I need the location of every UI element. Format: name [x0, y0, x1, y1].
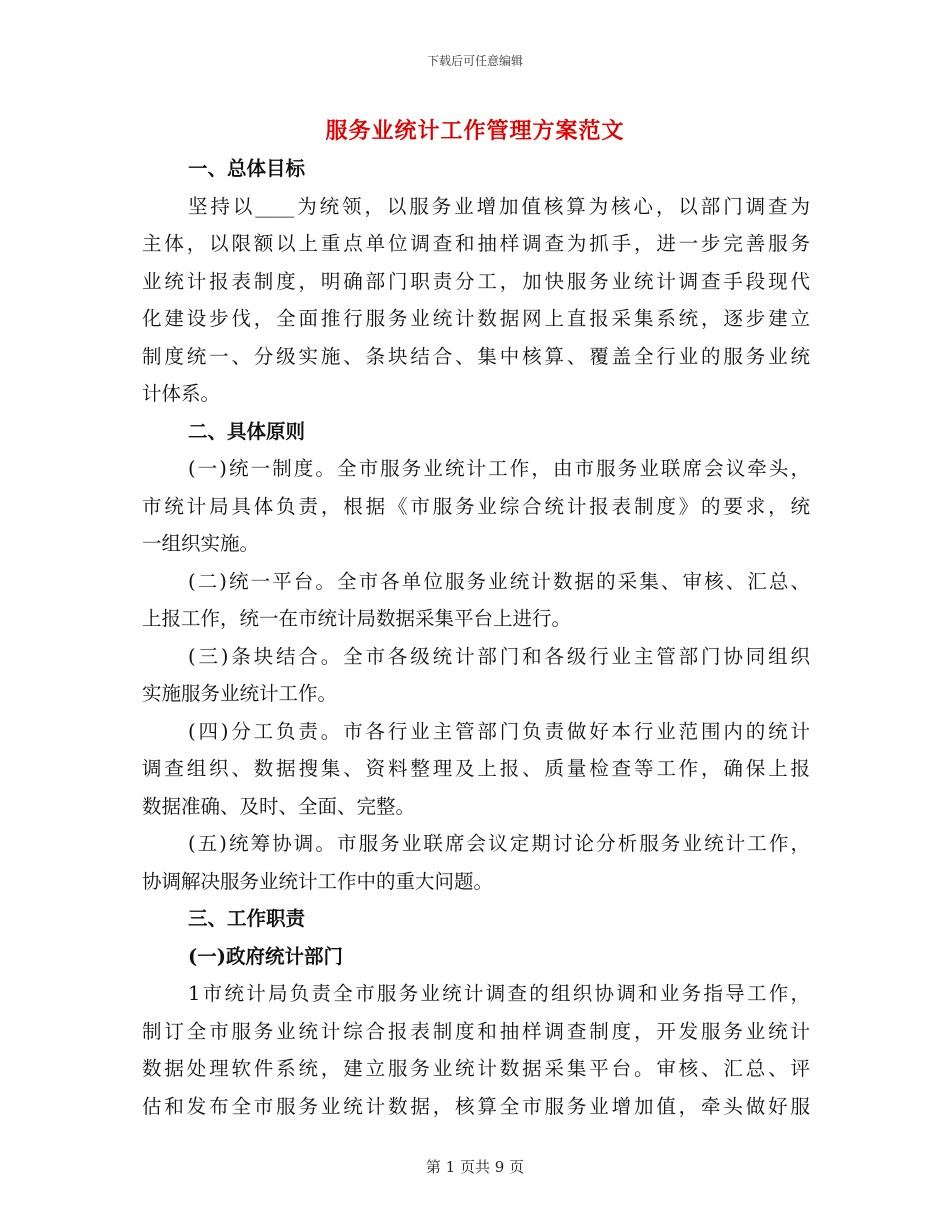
- section-heading: 三、工作职责: [188, 907, 306, 930]
- paragraph-line: 制订全市服务业统计综合报表制度和抽样调查制度，开发服务业统计: [142, 1019, 810, 1043]
- paragraph-line: 实施服务业统计工作。: [142, 682, 338, 705]
- paragraph-line: 业统计报表制度，明确部门职责分工，加快服务业统计调查手段现代: [142, 269, 810, 293]
- paragraph-line: (四)分工负责。市各行业主管部门负责做好本行业范围内的统计: [188, 719, 810, 743]
- paragraph-line: 数据准确、及时、全面、完整。: [142, 794, 416, 818]
- paragraph-line: (三)条块结合。全市各级统计部门和各级行业主管部门协同组织: [188, 644, 810, 668]
- document-body: [142, 150, 810, 1125]
- page-footer: 第 1 页共 9 页: [425, 1158, 525, 1176]
- paragraph-line: (五)统筹协调。市服务业联席会议定期讨论分析服务业统计工作，: [188, 832, 810, 855]
- document-title: 服务业统计工作管理方案范文: [325, 118, 625, 144]
- paragraph-line: 制度统一、分级实施、条块结合、集中核算、覆盖全行业的服务业统: [142, 344, 810, 368]
- section-heading: 一、总体目标: [188, 157, 306, 180]
- paragraph-line: 计体系。: [142, 382, 221, 405]
- paragraph-line: 上报工作，统一在市统计局数据采集平台上进行。: [142, 607, 572, 630]
- paragraph-line: 化建设步伐，全面推行服务业统计数据网上直报采集系统，逐步建立: [142, 307, 810, 330]
- paragraph-line: 调查组织、数据搜集、资料整理及上报、质量检查等工作，确保上报: [142, 757, 810, 780]
- section-heading: 二、具体原则: [188, 419, 306, 443]
- paragraph-line: 协调解决服务业统计工作中的重大问题。: [142, 869, 494, 893]
- paragraph-line: 主体，以限额以上重点单位调查和抽样调查为抓手，进一步完善服务: [142, 232, 810, 255]
- paragraph-line: 市统计局具体负责，根据《市服务业综合统计报表制度》的要求，统: [142, 494, 810, 518]
- paragraph-line: 坚持以____为统领，以服务业增加值核算为核心，以部门调查为: [188, 194, 810, 218]
- paragraph-line: 数据处理软件系统，建立服务业统计数据采集平台。审核、汇总、评: [142, 1057, 810, 1080]
- section-heading: (一)政府统计部门: [188, 944, 343, 968]
- page-header: 下载后可任意编辑: [426, 54, 523, 68]
- paragraph-line: 估和发布全市服务业统计数据，核算全市服务业增加值，牵头做好服: [142, 1094, 810, 1118]
- paragraph-line: 1市统计局负责全市服务业统计调查的组织协调和业务指导工作，: [188, 982, 810, 1005]
- paragraph-line: 一组织实施。: [142, 532, 260, 555]
- paragraph-line: (一)统一制度。全市服务业统计工作，由市服务业联席会议牵头，: [188, 457, 810, 480]
- paragraph-line: (二)统一平台。全市各单位服务业统计数据的采集、审核、汇总、: [188, 569, 810, 593]
